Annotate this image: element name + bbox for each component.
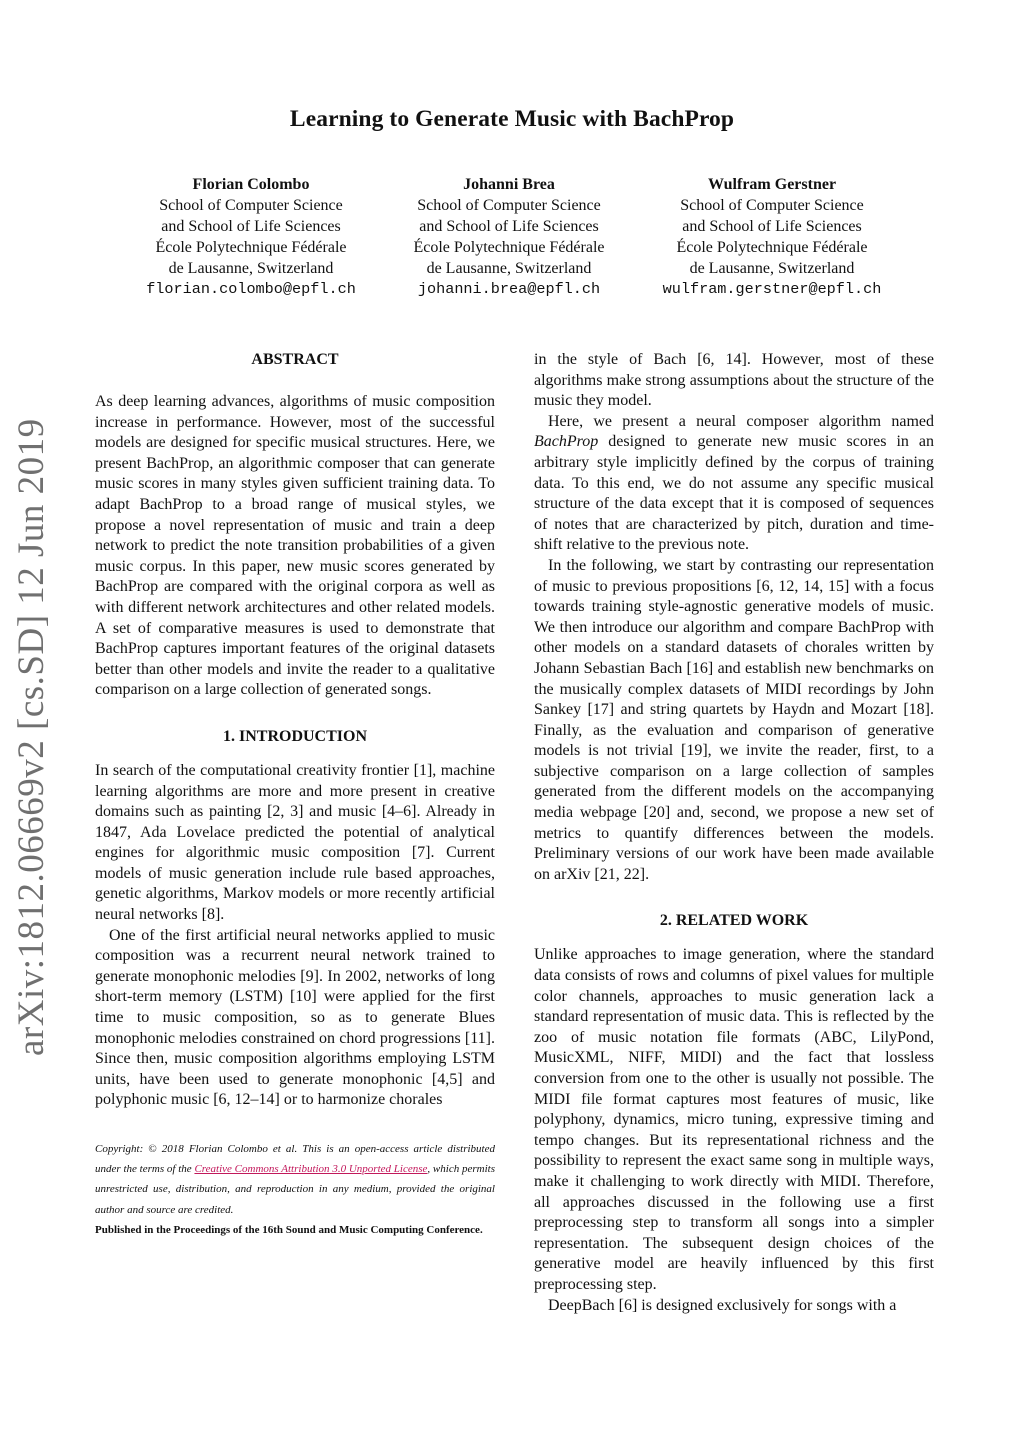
intro-paragraph-4-start: Here, we present a neural composer algorithm named [548,412,934,430]
intro-paragraph-5: In the following, we start by contrasting our representation of music to previous propositions [6, 12, 14, 15] with a focus towards training style-agnostic generative models of music. We then introduce our algorithm and compare BachProp with other models on a standard datasets of chorales written by Johann Sebastian Bach [16] and establish new benchmarks on the musically complex datasets of MIDI recordings by John Sankey [17] and string quartets by Haydn and Mozart [18]. Finally, as the evaluation and comparison of generative models is not trivial [19], we invite the reader, first, to a subjective comparison on a large collection of samples generated from the different models on the accompanying media webpage [20] and, second, we propose a new set of metrics to quantify differences between the models. Preliminary versions of our work have been made available on arXiv [21, 22]. [534,556,934,883]
intro-paragraph-4 [534,412,934,556]
arxiv-stamp: arXiv:1812.06669v2 [cs.SD] 12 Jun 2019 [11,418,52,1056]
copyright-text-end: , which permits unrestricted use, distribution, and reproduction in any medium, provided the original author and source are credited. [95,1163,495,1216]
abstract-heading: ABSTRACT [251,351,339,368]
bachprop-name: BachProp [534,433,599,451]
related-paragraph-2: DeepBach [6] is designed exclusively for songs with a [548,1296,897,1314]
author-name: Florian Colombo [192,176,310,193]
copyright-text: 2018 Florian Colombo et al. This is an open-access article distributed under the terms of the [95,1143,495,1176]
left-column [95,350,495,1240]
license-link[interactable]: Creative Commons Attribution 3.0 Unported License [194,1163,428,1176]
author-affiliation: de Lausanne, Switzerland [168,260,334,277]
author-affiliation: École Polytechnique Fédérale [676,239,868,256]
copyright-notice [95,1139,495,1220]
author-email: florian.colombo@epfl.ch [146,280,356,298]
author-affiliation: School of Computer Science [680,197,864,214]
introduction-heading: 1. INTRODUCTION [222,727,367,745]
author-1 [116,174,386,300]
author-affiliation: School of Computer Science [159,197,343,214]
author-email: wulfram.gerstner@epfl.ch [662,280,882,298]
author-email: johanni.brea@epfl.ch [417,280,601,298]
author-affiliation: École Polytechnique Fédérale [155,239,347,256]
related-paragraph-1: Unlike approaches to image generation, where the standard data consists of rows and columns of pixel values for multiple color channels, approaches to music generation lack a standard representation of music data. This is reflected by the zoo of music notation file formats (ABC, LilyPond, MusicXML, NIFF, MIDI) and the fact that lossless conversion from one to the other is usually not possible. The MIDI file format captures most features of music, like polyphony, dynamics, micro tuning, expressive timing and tempo changes. But its representational richness and the possibility to represent the exact same song in multiple ways, make it challenging to work directly with MIDI. Therefore, all approaches discussed in the following use a first preprocessing step to transform all songs into a simpler representation. The subsequent design choices of the generative model are heavily influenced by this first preprocessing step. [534,946,934,1293]
author-affiliation: de Lausanne, Switzerland [426,260,592,277]
paper-title: Learning to Generate Music with BachProp [289,106,735,132]
intro-paragraph-2: One of the first artificial neural networks applied to music composition was a recurrent neural network trained to generate monophonic melodies [9]. In 2002, networks of long short-term memory (LSTM) [10] were applied for the first time to music composition, so as to generate Blues monophonic melodies constrained on chord progressions [11]. Since then, music composition algorithms employing LSTM units, have been used to generate monophonic [4,5] and polyphonic music [6, 12–14] or to harmonize chorales [95,926,495,1109]
copyright-label: Copyright: [95,1143,144,1155]
intro-paragraph-1: In search of the computational creativity frontier [1], machine learning algorithms are more and more present in creative domains such as painting [2, 3] and music [4–6]. Already in 1847, Ada Lovelace predicted the potential of analytical engines for algorithmic music composition [7]. Current models of music generation include rule based approaches, genetic algorithms, Markov models or more recently artificial neural networks [8]. [95,761,495,924]
author-name: Johanni Brea [463,176,555,193]
author-affiliation: and School of Life Sciences [419,218,599,235]
author-affiliation: de Lausanne, Switzerland [689,260,855,277]
author-affiliation: and School of Life Sciences [161,218,341,235]
author-affiliation: School of Computer Science [417,197,601,214]
author-affiliation: École Polytechnique Fédérale [413,239,605,256]
intro-paragraph-4-end: designed to generate new music scores in an arbitrary style implicitly defined by the corpus of training data. To this end, we do not assume any specific musical structure of the data except that it is composed of sequences of notes that are characterized by pitch, duration and time-shift relative to the previous note. [534,433,934,554]
intro-paragraph-3: in the style of Bach [6, 14]. However, most of these algorithms make strong assumptions about the structure of the music they model. [534,351,934,410]
abstract-text: As deep learning advances, algorithms of music composition increase in performance. However, most of the successful models are designed for specific musical structures. Here, we present BachProp, an algorithmic composer that can generate music scores in many styles given sufficient training data. To adapt BachProp to a broad range of musical styles, we propose a novel representation of music and train a deep network to predict the note transition probabilities of a given music corpus. In this paper, new music scores generated by BachProp are compared with the original corpora as well as with different network architectures and other related models. A set of comparative measures is used to demonstrate that BachProp captures important features of the original datasets better than other models and invite the reader to a qualitative comparison on a large collection of generated songs. [95,393,495,699]
published-note: Published in the Proceedings of the 16th Sound and Music Computing Conference. [95,1223,483,1236]
author-2 [374,174,644,300]
related-work-heading: 2. RELATED WORK [659,912,809,930]
copyright-symbol: © [148,1143,157,1155]
author-affiliation: and School of Life Sciences [682,218,862,235]
right-column [534,350,934,1316]
author-3 [637,174,907,300]
author-name: Wulfram Gerstner [707,176,837,193]
